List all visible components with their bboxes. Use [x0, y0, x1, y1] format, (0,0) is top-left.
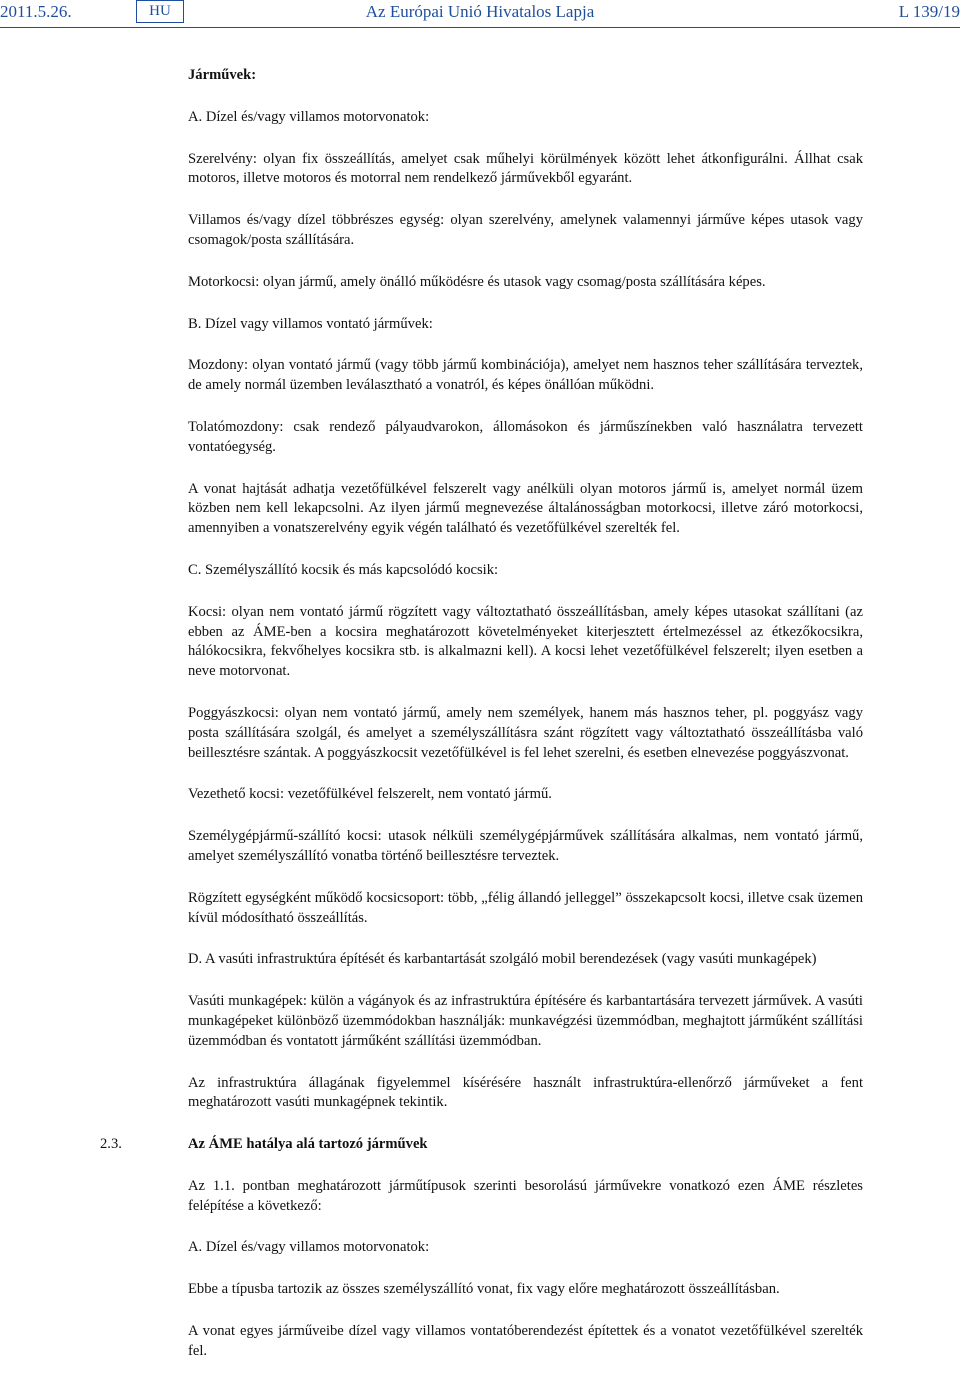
heading-vehicles: Járművek: [188, 67, 257, 83]
header-divider [0, 27, 960, 28]
paragraph: A vonat egyes járműveibe dízel vagy villamos vontatóberendezést építettek és a vonatot vezetőfülkével szerelték fel. [188, 1323, 863, 1359]
paragraph: Vasúti munkagépek: külön a vágányok és az infrastruktúra építésére és karbantartására tervezett járművek. A vasúti munkagépeket különböző üzemmódokban használják: munkavégzési üzemmódban, meghajtott járműként szállítási üzemmódban és vontatott járműként szállítási üzemmódban. [188, 993, 863, 1049]
paragraph: Mozdony: olyan vontató jármű (vagy több jármű kombinációja), amelyet nem hasznos teher szállítására terveztek, de amely normál üzemben leválasztható a vonatról, és képes önállóan működni. [188, 357, 863, 394]
subheading-b: B. Dízel vagy villamos vontató járművek: [188, 315, 433, 332]
paragraph: Villamos és/vagy dízel többrészes egység: olyan szerelvény, amelynek valamennyi járműve képes utasok vagy csomagok/posta szállítására. [188, 212, 863, 248]
language-badge: HU [136, 0, 184, 23]
page-header [0, 0, 960, 26]
page-number: L 139/19 [898, 2, 960, 21]
paragraph: A vonat hajtását adhatja vezetőfülkével felszerelt vagy anélküli olyan motoros jármű is, amelyet normál üzem közben nem kell lekapcsolni. Az ilyen jármű megnevezése általánosságban motorkocsi, illetve záró motorkocsi, amennyiben a vonatszerelvény egyik végén található és vezetőfülkével szerelték fel. [188, 480, 863, 537]
subheading-d: D. A vasúti infrastruktúra építését és karbantartását szolgáló mobil berendezések (vagy vasúti munkagépek) [188, 951, 817, 968]
paragraph: Az infrastruktúra állagának figyelemmel kísérésére használt infrastruktúra-ellenőrző járműveket a fent meghatározott vasúti munkagépnek tekintik. [188, 1074, 863, 1111]
paragraph: Szerelvény: olyan fix összeállítás, amelyet csak műhelyi körülmények között lehet átkonfigurálni. Állhat csak motoros, illetve motoros és motorral nem rendelkező járművekből egyaránt. [188, 150, 863, 187]
paragraph: Rögzített egységként működő kocsicsoport: több, „félig állandó jelleggel” összekapcsolt kocsi, illetve csak üzemen kívül módosítható összeállítás. [188, 889, 863, 926]
paragraph: Tolatómozdony: csak rendező pályaudvarokon, állomásokon és járműszínekben való használatra tervezett vontatóegység. [188, 418, 863, 455]
subheading-c: C. Személyszállító kocsik és más kapcsolódó kocsik: [188, 561, 499, 578]
paragraph: Az 1.1. pontban meghatározott járműtípusok szerinti besorolású járművekre vonatkozó ezen ÁME részletes felépítése a következő: [188, 1177, 863, 1214]
paragraph: Motorkocsi: olyan jármű, amely önálló működésre és utasok vagy csomag/posta szállítására képes. [188, 273, 766, 290]
section-heading-row [100, 1135, 863, 1155]
paragraph: Személygépjármű-szállító kocsi: utasok nélküli személygépjárművek szállítására alkalmas, nem vontató jármű, amelyet személyszállító vonatba történő beillesztésre terveztek. [188, 828, 863, 864]
section-number: 2.3. [100, 1136, 122, 1153]
subheading-a-2: A. Dízel és/vagy villamos motorvonatok: [188, 1239, 430, 1256]
subheading-a: A. Dízel és/vagy villamos motorvonatok: [188, 108, 430, 125]
journal-title: Az Európai Unió Hivatalos Lapja [365, 2, 595, 21]
paragraph: Poggyászkocsi: olyan nem vontató jármű, amely nem személyek, hanem más hasznos teher, pl. poggyász vagy posta szállítására szolgál, és amelyet a személyszállításra szánt rögzített vagy változtatható összeállításba való beillesztésre szántak. A poggyászkocsit vezetőfülkével is fel lehet szerelni, és esetben elnevezése poggyászvonat. [188, 704, 863, 761]
paragraph: Ebbe a típusba tartozik az összes személyszállító vonat, fix vagy előre meghatározott összeállításban. [188, 1281, 780, 1298]
paragraph: Vezethető kocsi: vezetőfülkével felszerelt, nem vontató jármű. [188, 786, 552, 803]
section-title: Az ÁME hatálya alá tartozó járművek [188, 1136, 428, 1153]
paragraph: Kocsi: olyan nem vontató jármű rögzített vagy változtatható összeállításban, amely képes utasokat szállítani (az ebben az ÁME-ben a kocsira meghatározott követelményeket kiterjesztett értelmezéssel az étkezőkocsikra, hálókocsikra, fekvőhelyes kocsikra stb. is alkalmazni kell). A kocsi lehet vezetőfülkével felszerelt; ilyen esetben a neve motorvonat. [188, 603, 863, 680]
header-date: 2011.5.26. [0, 2, 72, 21]
document-body [100, 66, 863, 1384]
